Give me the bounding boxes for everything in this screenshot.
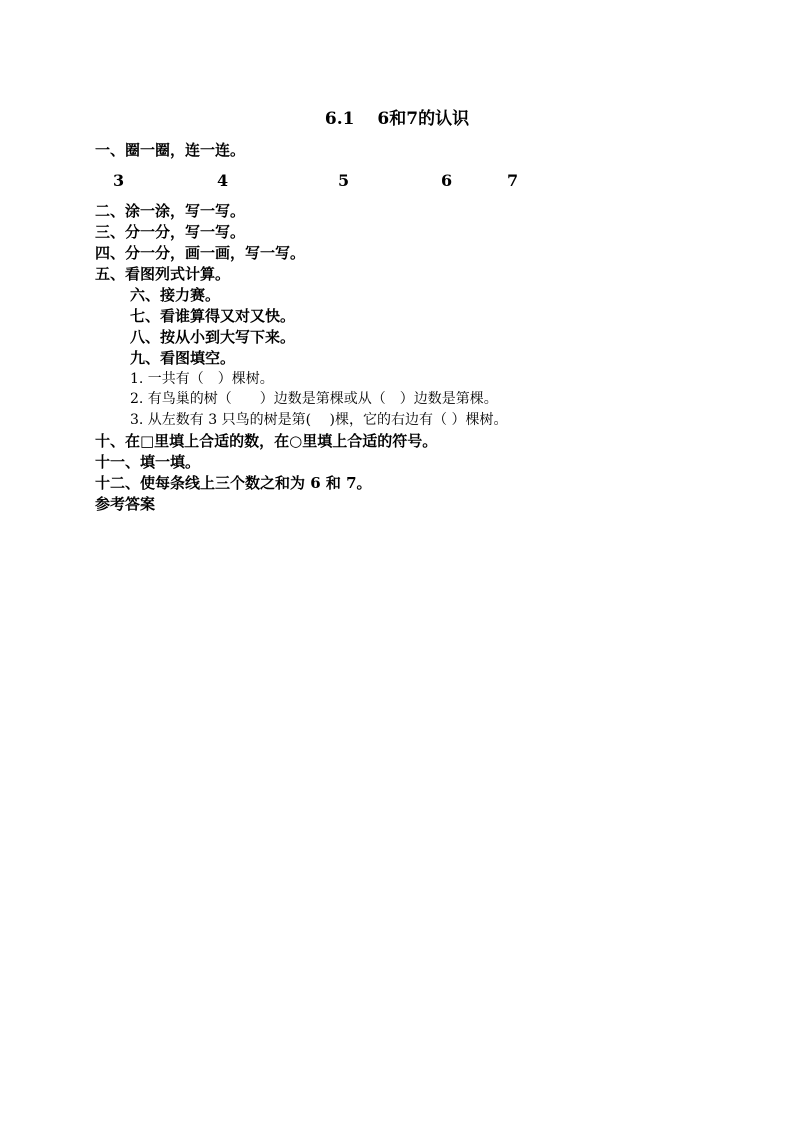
- section-2-heading: 二、涂一涂，写一写。: [95, 202, 246, 220]
- question-9-1: 1. 一共有（ ）棵树。: [130, 371, 274, 387]
- section-1-heading: 一、圈一圈，连一连。: [95, 141, 246, 159]
- section-4-heading: 四、分一分，画一画，写一写。: [95, 244, 306, 262]
- section-7-heading: 七、看谁算得又对又快。: [130, 307, 296, 325]
- number-5: 5: [338, 171, 350, 190]
- number-7: 7: [507, 171, 519, 190]
- section-3-heading: 三、分一分，写一写。: [95, 223, 246, 241]
- section-9-heading: 九、看图填空。: [130, 349, 236, 367]
- section-12-heading: 十二、使每条线上三个数之和为 6 和 7。: [95, 474, 372, 492]
- section-11-heading: 十一、填一填。: [95, 453, 201, 471]
- number-6: 6: [441, 171, 453, 190]
- number-4: 4: [217, 171, 229, 190]
- section-6-heading: 六、接力赛。: [130, 286, 221, 304]
- question-9-2: 2. 有鸟巢的树（ ）边数是第棵或从（ ）边数是第棵。: [130, 391, 498, 407]
- page-title: 6.1 6和7的认识: [324, 109, 470, 129]
- answer-key-heading: 参考答案: [95, 495, 156, 513]
- section-5-heading: 五、看图列式计算。: [95, 265, 231, 283]
- question-9-3: 3. 从左数有 3 只鸟的树是第( )棵，它的右边有（ ）棵树。: [130, 412, 508, 428]
- number-3: 3: [113, 171, 125, 190]
- section-10-heading: 十、在□里填上合适的数，在○里填上合适的符号。: [95, 432, 438, 450]
- section-8-heading: 八、按从小到大写下来。: [130, 328, 296, 346]
